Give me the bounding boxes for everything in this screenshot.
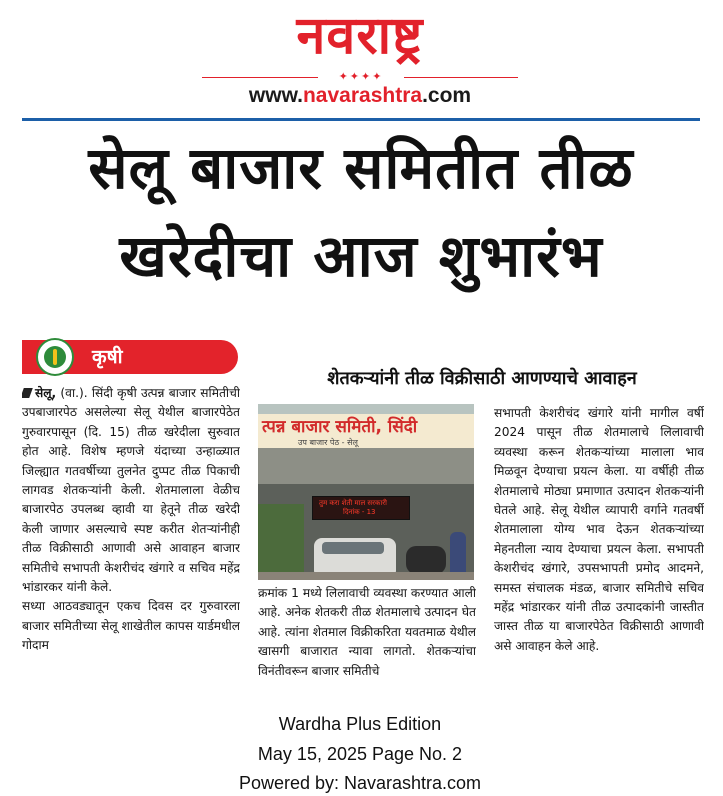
signboard-text: त्पन्न बाजार समिती, सिंदी <box>262 417 418 437</box>
paragraph-lead <box>22 384 240 597</box>
market-committee-signboard <box>258 414 474 448</box>
masthead <box>0 0 723 112</box>
paragraph-3: क्रमांक 1 मध्ये लिलावाची व्यवस्था करण्यात आली आहे. अनेक शेतकरी तीळ शेतमालाचे उत्पादन घेत आहे. त्यांना शेतमाल विक्रीकरिता यवतमाळ येथील खासगी बाजारात न्यावा लागतो. शेतकऱ्यांचा विनंतीवरून बाजार समितीचे <box>258 586 476 678</box>
url-prefix: www. <box>248 84 303 107</box>
date-page-label: May 15, 2025 Page No. 2 <box>257 744 463 764</box>
dateline-marker-icon <box>22 388 33 398</box>
led-text-line-2: दिनांक - 13 <box>343 508 376 516</box>
wheat-emblem-icon <box>36 338 74 376</box>
logo-stars: ✦✦✦✦ <box>338 70 384 83</box>
led-text-line-1: तुम करा शेती माल सरकारी <box>319 499 387 507</box>
category-label: कृषी <box>92 346 123 368</box>
article-subheading: शेतकऱ्यांनी तीळ विक्रीसाठी आणण्याचे आवाहन <box>327 368 637 389</box>
headline-line-1: सेलू बाजार समितीत तीळ <box>88 134 634 202</box>
paragraph-2: सध्या आठवड्यातून एकच दिवस दर गुरुवारला बाजार समितीच्या सेलू शाखेतील कापस यार्डमधील गोदाम <box>22 599 240 653</box>
url-suffix: .com <box>422 84 472 107</box>
article-column-1 <box>22 384 240 684</box>
header-divider <box>22 118 700 121</box>
article-column-3 <box>494 404 704 710</box>
dateline: सेलू, <box>35 386 57 400</box>
article-column-2 <box>258 584 476 712</box>
newspaper-logo: नवराष्ट्र <box>296 6 424 66</box>
url-brand: navarashtra <box>302 84 423 107</box>
edition-label: Wardha Plus Edition <box>278 714 442 734</box>
logo-rule-left <box>202 77 318 78</box>
website-url[interactable] <box>200 84 520 108</box>
article-headline <box>22 124 700 300</box>
article-photo <box>258 404 474 580</box>
motorbike-shape <box>406 546 446 574</box>
powered-by-link[interactable]: Powered by: Navarashtra.com <box>238 773 482 793</box>
logo-rule-right <box>404 77 518 78</box>
signboard-subtext: उप बाजार पेठ - सेलू <box>298 438 358 447</box>
led-display-board <box>312 496 410 520</box>
category-banner <box>22 340 238 374</box>
paragraph-4: सभापती केशरीचंद खंगारे यांनी मागील वर्षी 2024 पासून तीळ शेतमालाचे लिलावाची व्यवस्था करून शेतकऱ्यांच्या मालाला भाव मिळवून देण्याचा प्रयत्न केला. या वर्षीही तीळ शेतमालाचे मोठ्या प्रमाणात उत्पादन शेतकऱ्यांनी घेतले आहे. सेलू येथील व्यापारी वर्गाने गतवर्षी शेतमालाला योग्य भाव देऊन शेतकऱ्यांच्या मेहनतीला न्याय देण्याचा प्रयत्न केला. सभापती केशरीचंद खंगारे, उपसभापती प्रमोद आदमने, समस्त संचालक मंडळ, बाजार समितीचे सचिव महेंद्र भांडारकर यांनी तीळ उत्पादकांनी जास्तीत जास्त तीळ या बाजारपेठेत विक्रीसाठी आणावी असे आवाहन केले आहे. <box>494 406 704 653</box>
headline-line-2: खरेदीचा आज शुभारंभ <box>119 222 603 290</box>
lead-text: (वा.). सिंदी कृषी उत्पन्न बाजार समितीची उपबाजारपेठ असलेल्या सेलू येथील बाजारपेठेत गुरुवारपासून (दि. 15) तीळ खरेदीला सुरुवात होत आहे. विशेष म्हणजे यंदाच्या उन्हाळ्यात जिल्ह्यात गतवर्षीच्या तुलनेत दुप्पट तीळ पिकाची लागवड शेतकऱ्यांनी केली. शेतमालाला वेळीच बाजारपेठ उपलब्ध व्हावी या हेतूने तीळ खरेदी केली जाणार असल्याचे स्पष्ट करीत शेतऱ्यांनीही तीळ विक्रीसाठी आणावी असे आवाहन बाजार समितीचे सभापती केशरीचंद खंगारे व सचिव महेंद्र भांडारकर यांनी केले. <box>22 386 240 595</box>
